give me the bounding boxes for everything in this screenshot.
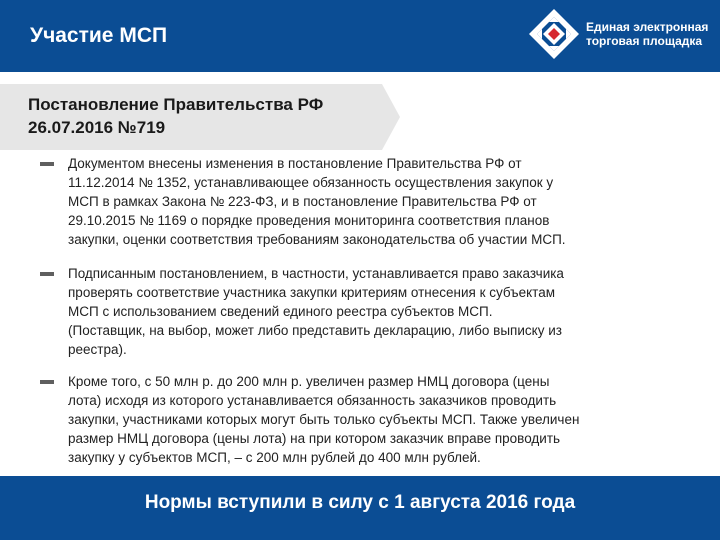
bullet-line: (Поставщик, на выбор, может либо представить декларацию, либо выписку из <box>68 323 562 338</box>
logo-text <box>586 20 714 48</box>
header-bar <box>0 0 720 72</box>
bullet-line: Кроме того, с 50 млн р. до 200 млн р. увеличен размер НМЦ договора (цены <box>68 374 550 389</box>
etp-logo <box>528 8 714 64</box>
section-title-line: 26.07.2016 №719 <box>28 118 166 137</box>
bullet-line: МСП в рамках Закона № 223-ФЗ, и в постановление Правительства РФ от <box>68 194 537 209</box>
bullet-line: реестра). <box>68 342 127 357</box>
slide-header-title: Участие МСП <box>30 24 168 47</box>
section-title-tab <box>0 84 400 150</box>
footer-banner <box>0 476 720 540</box>
bullet-text <box>68 372 694 467</box>
logo-text-line: торговая площадка <box>586 34 703 48</box>
bullet-line: проверять соответствие участника закупки критериям отнесения к субъектам <box>68 285 555 300</box>
bullet-line: лота) исходя из которого устанавливается обязанность заказчиков проводить <box>68 393 557 408</box>
bullet-marker <box>40 272 54 276</box>
bullet-line: 29.10.2015 № 1169 о порядке проведения мониторинга соответствия планов <box>68 213 550 228</box>
bullet-marker <box>40 162 54 166</box>
bullet-line: размер НМЦ договора (цены лота) на при котором заказчик вправе проводить <box>68 431 561 446</box>
bullet-line: Документом внесены изменения в постановление Правительства РФ от <box>68 156 522 171</box>
etp-logo-icon <box>528 8 580 60</box>
section-title <box>28 93 388 139</box>
section-title-line: Постановление Правительства РФ <box>28 95 324 114</box>
bullet-text <box>68 154 694 249</box>
bullet-line: 11.12.2014 № 1352, устанавливающее обязанность осуществления закупок у <box>68 175 554 190</box>
bullet-line: Подписанным постановлением, в частности, устанавливается право заказчика <box>68 266 564 281</box>
bullet-line: закупки, участниками которых могут быть только субъекты МСП. Также увеличен <box>68 412 580 427</box>
bullet-line: закупки, оценки соответствия требованиям законодательства об участии МСП. <box>68 232 566 247</box>
bullet-text <box>68 264 694 359</box>
logo-text-line: Единая электронная <box>586 20 709 34</box>
footer-text: Нормы вступили в силу с 1 августа 2016 года <box>144 492 576 513</box>
bullet-line: закупку у субъектов МСП, – с 200 млн рублей до 400 млн рублей. <box>68 450 481 465</box>
bullet-line: МСП с использованием сведений единого реестра субъектов МСП. <box>68 304 493 319</box>
bullet-marker <box>40 380 54 384</box>
